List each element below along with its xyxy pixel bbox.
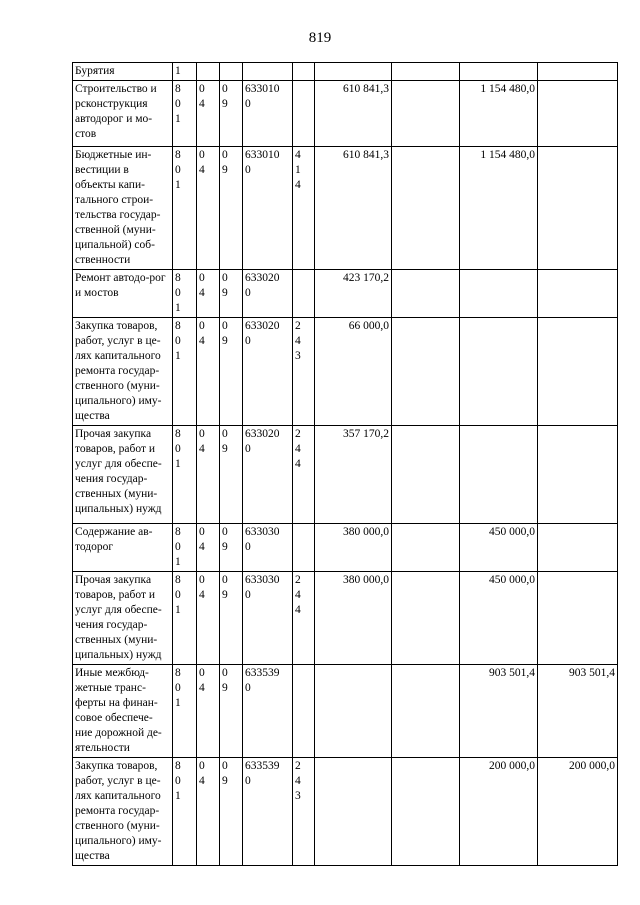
cell-text: 450 000,0 <box>489 574 535 586</box>
cell-text: Прочая закупка товаров, работ и услуг для обеспе-чения государ-ственных (муни-ципальных) нужд <box>75 428 162 515</box>
item-name <box>73 270 173 318</box>
cell-text: Бюджетные ин-вестиции в объекты капи-тального строи-тельства государ-ственной (муни-ципальной) соб-ственности <box>75 149 161 266</box>
cell-text: 610 841,3 <box>343 83 389 95</box>
amount-2 <box>392 63 460 81</box>
table-row <box>73 572 618 665</box>
cell-text: 903 501,4 <box>569 667 615 679</box>
cell-text: 04 <box>199 428 205 455</box>
table-row <box>73 524 618 572</box>
cell-text: 04 <box>199 320 205 347</box>
cell-text: 09 <box>222 667 228 694</box>
subsection-code <box>220 63 243 81</box>
amount-4 <box>538 63 618 81</box>
cell-text: 6330200 <box>245 320 280 347</box>
target-article-code <box>243 270 293 318</box>
ministry-code <box>173 81 197 147</box>
section-code <box>197 63 220 81</box>
amount-2 <box>392 270 460 318</box>
cell-text: 04 <box>199 526 205 553</box>
expense-type-code <box>293 270 315 318</box>
cell-text: 903 501,4 <box>489 667 535 679</box>
cell-text: Бурятия <box>75 65 115 77</box>
cell-text: Закупка товаров, работ, услуг в це-лях капитального ремонта государ-ственного (муни-ципального) иму-щества <box>75 760 162 862</box>
subsection-code <box>220 524 243 572</box>
amount-3 <box>460 270 538 318</box>
section-code <box>197 81 220 147</box>
cell-text: 357 170,2 <box>343 428 389 440</box>
amount-4 <box>538 318 618 426</box>
table-row <box>73 665 618 758</box>
cell-text: Прочая закупка товаров, работ и услуг для обеспе-чения государ-ственных (муни-ципальных) нужд <box>75 574 162 661</box>
target-article-code <box>243 318 293 426</box>
target-article-code <box>243 63 293 81</box>
cell-text: Содержание ав-тодорог <box>75 526 153 553</box>
amount-3 <box>460 318 538 426</box>
subsection-code <box>220 318 243 426</box>
amount-4 <box>538 572 618 665</box>
amount-3 <box>460 81 538 147</box>
amount-1 <box>315 426 392 524</box>
ministry-code <box>173 318 197 426</box>
expense-type-code <box>293 426 315 524</box>
expense-type-code <box>293 63 315 81</box>
cell-text: 66 000,0 <box>348 320 389 332</box>
target-article-code <box>243 758 293 866</box>
cell-text: 801 <box>175 272 181 314</box>
table-row <box>73 81 618 147</box>
ministry-code <box>173 665 197 758</box>
cell-text: Иные межбюд-жетные транс-ферты на финан-совое обеспече-ние дорожной де-ятельности <box>75 667 162 754</box>
expense-type-code <box>293 665 315 758</box>
section-code <box>197 524 220 572</box>
item-name <box>73 524 173 572</box>
cell-text: 1 <box>175 65 181 77</box>
cell-text: 610 841,3 <box>343 149 389 161</box>
cell-text: 6330100 <box>245 149 280 176</box>
subsection-code <box>220 81 243 147</box>
expense-type-code <box>293 81 315 147</box>
amount-4 <box>538 147 618 270</box>
amount-1 <box>315 524 392 572</box>
cell-text: 801 <box>175 526 181 568</box>
cell-text: 801 <box>175 667 181 709</box>
table-row <box>73 426 618 524</box>
cell-text: 1 154 480,0 <box>480 149 535 161</box>
item-name <box>73 318 173 426</box>
expense-type-code <box>293 147 315 270</box>
ministry-code <box>173 572 197 665</box>
ministry-code <box>173 147 197 270</box>
cell-text: 414 <box>295 149 301 191</box>
cell-text: Строительство и рсконструкция автодорог и мо-стов <box>75 83 157 140</box>
ministry-code <box>173 524 197 572</box>
section-code <box>197 318 220 426</box>
cell-text: 04 <box>199 272 205 299</box>
cell-text: 1 154 480,0 <box>480 83 535 95</box>
cell-text: 801 <box>175 320 181 362</box>
table-row <box>73 147 618 270</box>
cell-text: 801 <box>175 574 181 616</box>
cell-text: 04 <box>199 83 205 110</box>
item-name <box>73 758 173 866</box>
expense-type-code <box>293 758 315 866</box>
amount-3 <box>460 63 538 81</box>
amount-2 <box>392 665 460 758</box>
target-article-code <box>243 81 293 147</box>
cell-text: 801 <box>175 149 181 191</box>
cell-text: Ремонт автодо-рог и мостов <box>75 272 166 299</box>
cell-text: 801 <box>175 428 181 470</box>
item-name <box>73 572 173 665</box>
amount-2 <box>392 81 460 147</box>
cell-text: 6330300 <box>245 526 280 553</box>
section-code <box>197 147 220 270</box>
ministry-code <box>173 758 197 866</box>
amount-4 <box>538 270 618 318</box>
item-name <box>73 665 173 758</box>
expense-type-code <box>293 524 315 572</box>
ministry-code <box>173 270 197 318</box>
item-name <box>73 63 173 81</box>
amount-3 <box>460 572 538 665</box>
item-name <box>73 426 173 524</box>
section-code <box>197 270 220 318</box>
item-name <box>73 81 173 147</box>
table-row <box>73 758 618 866</box>
amount-4 <box>538 665 618 758</box>
cell-text: 09 <box>222 83 228 110</box>
cell-text: 6330200 <box>245 272 280 299</box>
subsection-code <box>220 426 243 524</box>
table-row <box>73 318 618 426</box>
cell-text: 380 000,0 <box>343 574 389 586</box>
table-row <box>73 270 618 318</box>
expense-type-code <box>293 318 315 426</box>
amount-2 <box>392 147 460 270</box>
amount-3 <box>460 426 538 524</box>
cell-text: 243 <box>295 760 301 802</box>
cell-text: 09 <box>222 149 228 176</box>
amount-1 <box>315 758 392 866</box>
cell-text: Закупка товаров, работ, услуг в це-лях капитального ремонта государ-ственного (муни-ципального) иму-щества <box>75 320 162 422</box>
subsection-code <box>220 270 243 318</box>
budget-table <box>72 62 618 866</box>
cell-text: 09 <box>222 526 228 553</box>
amount-3 <box>460 758 538 866</box>
ministry-code <box>173 426 197 524</box>
table-row <box>73 63 618 81</box>
cell-text: 423 170,2 <box>343 272 389 284</box>
subsection-code <box>220 572 243 665</box>
cell-text: 6335390 <box>245 760 280 787</box>
amount-1 <box>315 318 392 426</box>
cell-text: 200 000,0 <box>489 760 535 772</box>
cell-text: 200 000,0 <box>569 760 615 772</box>
amount-1 <box>315 81 392 147</box>
amount-1 <box>315 572 392 665</box>
cell-text: 09 <box>222 272 228 299</box>
target-article-code <box>243 572 293 665</box>
amount-2 <box>392 426 460 524</box>
cell-text: 243 <box>295 320 301 362</box>
amount-2 <box>392 524 460 572</box>
cell-text: 09 <box>222 428 228 455</box>
cell-text: 04 <box>199 667 205 694</box>
cell-text: 09 <box>222 320 228 347</box>
amount-4 <box>538 81 618 147</box>
subsection-code <box>220 758 243 866</box>
target-article-code <box>243 665 293 758</box>
amount-2 <box>392 758 460 866</box>
cell-text: 04 <box>199 574 205 601</box>
cell-text: 09 <box>222 760 228 787</box>
amount-3 <box>460 147 538 270</box>
cell-text: 244 <box>295 428 301 470</box>
page-number: 819 <box>308 30 332 46</box>
cell-text: 244 <box>295 574 301 616</box>
amount-1 <box>315 63 392 81</box>
amount-2 <box>392 318 460 426</box>
cell-text: 09 <box>222 574 228 601</box>
amount-4 <box>538 426 618 524</box>
cell-text: 380 000,0 <box>343 526 389 538</box>
cell-text: 6330200 <box>245 428 280 455</box>
section-code <box>197 758 220 866</box>
target-article-code <box>243 524 293 572</box>
amount-4 <box>538 524 618 572</box>
subsection-code <box>220 665 243 758</box>
section-code <box>197 665 220 758</box>
cell-text: 801 <box>175 83 181 125</box>
amount-1 <box>315 270 392 318</box>
section-code <box>197 426 220 524</box>
amount-4 <box>538 758 618 866</box>
cell-text: 6330100 <box>245 83 280 110</box>
target-article-code <box>243 426 293 524</box>
cell-text: 6335390 <box>245 667 280 694</box>
item-name <box>73 147 173 270</box>
target-article-code <box>243 147 293 270</box>
amount-1 <box>315 665 392 758</box>
amount-3 <box>460 524 538 572</box>
cell-text: 04 <box>199 760 205 787</box>
amount-3 <box>460 665 538 758</box>
expense-type-code <box>293 572 315 665</box>
amount-2 <box>392 572 460 665</box>
cell-text: 801 <box>175 760 181 802</box>
subsection-code <box>220 147 243 270</box>
ministry-code <box>173 63 197 81</box>
section-code <box>197 572 220 665</box>
amount-1 <box>315 147 392 270</box>
cell-text: 04 <box>199 149 205 176</box>
cell-text: 6330300 <box>245 574 280 601</box>
cell-text: 450 000,0 <box>489 526 535 538</box>
